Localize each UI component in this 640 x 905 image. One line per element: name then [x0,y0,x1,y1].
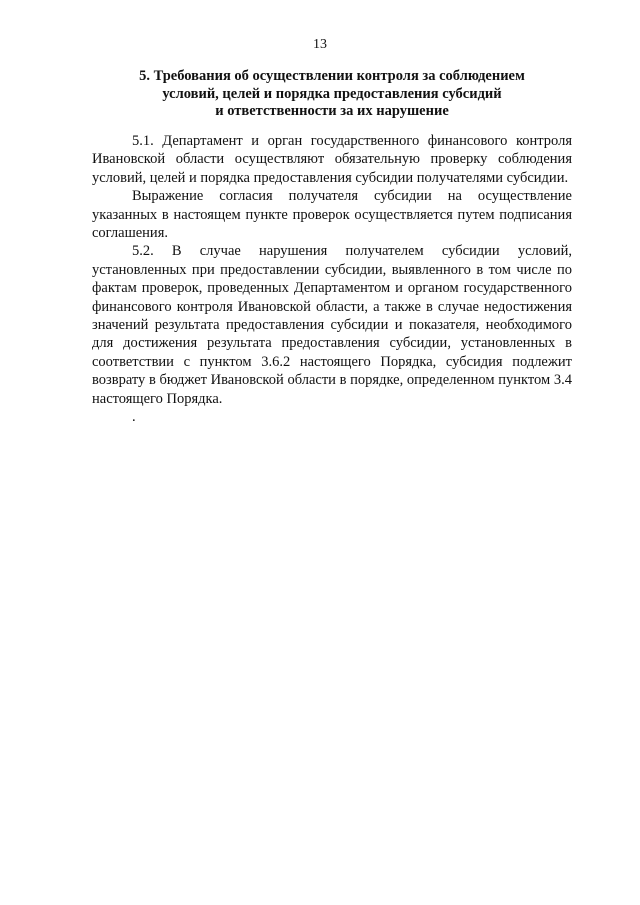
paragraph-consent: Выражение согласия получателя субсидии на осуществление указанных в настоящем пункте проверок осуществляется путем подписания соглашения. [92,188,572,242]
paragraph-5-1: 5.1. Департамент и орган государственного финансового контроля Ивановской области осуществляют обязательную проверку соблюдения условий, целей и порядка предоставления субсидии получателями субсидии. [92,133,572,186]
paragraph-5-2: 5.2. В случае нарушения получателем субсидии условий, установленных при предоставлении субсидии, выявленного в том числе по фактам проверок, проведенных Департаментом и органом государственного финансового контроля Ивановской области, а также в случае недостижения значений результата предоставления субсидии и показателя, необходимого для достижения результата предоставления субсидии, установленных в соответствии с пунктом 3.6.2 настоящего Порядка, субсидия подлежит возврату в бюджет Ивановской области в порядке, определенном пунктом 3.4 настоящего Порядка. [92,243,572,407]
section-heading-line: условий, целей и порядка предоставления субсидий [162,85,502,102]
section-heading [92,68,572,121]
page-number: 13 [313,37,327,52]
section-body [92,132,572,426]
trailing-mark: . [132,409,136,426]
section-heading-line: 5. Требования об осуществлении контроля за соблюдением [139,68,525,84]
section-heading-line: и ответственности за их нарушение [215,103,449,119]
